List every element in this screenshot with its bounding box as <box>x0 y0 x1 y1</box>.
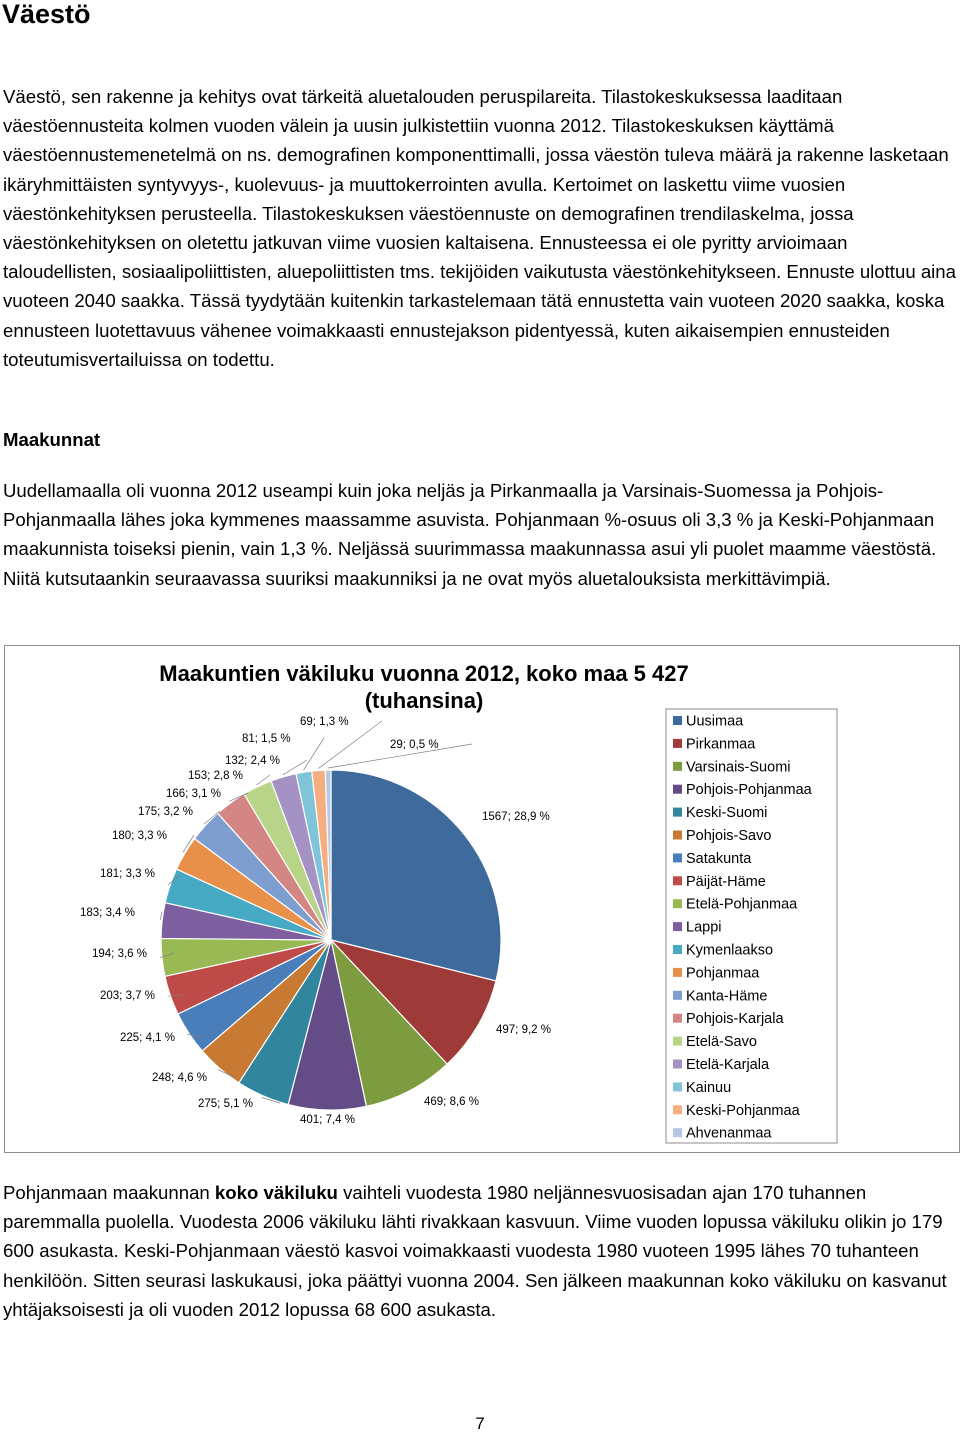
legend-swatch <box>673 922 682 931</box>
legend-label: Pohjois-Pohjanmaa <box>686 782 812 799</box>
legend-label: Pohjois-Savo <box>686 828 772 844</box>
legend-label: Pohjois-Karjala <box>686 1011 784 1028</box>
legend-label: Uusimaa <box>686 713 744 730</box>
legend-swatch <box>673 716 682 725</box>
data-label: 181; 3,3 % <box>100 868 155 880</box>
data-label: 175; 3,2 % <box>138 806 193 818</box>
legend-label: Kanta-Häme <box>686 988 768 1005</box>
intro-paragraph <box>3 82 958 374</box>
data-label: 1567; 28,9 % <box>482 811 550 823</box>
data-label: 166; 3,1 % <box>166 788 221 800</box>
legend-label: Kymenlaakso <box>686 942 774 959</box>
legend-label: Varsinais-Suomi <box>686 759 791 776</box>
legend-label: Päijät-Häme <box>686 873 766 890</box>
chart-title-line-2: (tuhansina) <box>364 688 484 713</box>
bold-term: koko väkiluku <box>214 1182 338 1203</box>
pie-chart <box>4 645 960 1153</box>
legend-swatch <box>673 1105 682 1114</box>
legend-swatch <box>673 1037 682 1046</box>
legend-label: Kainuu <box>686 1079 732 1096</box>
data-label: 180; 3,3 % <box>112 830 167 842</box>
legend-label: Etelä-Savo <box>686 1034 757 1051</box>
legend-swatch <box>673 968 682 977</box>
data-label: 69; 1,3 % <box>300 716 349 728</box>
pohjanmaa-text-2: vaihteli vuodesta 1980 neljännesvuosisadan ajan 170 tuhannen paremmalla puolella. Vuodesta 2006 väkiluku lähti rivakkaan kasvuun. Viime vuoden lopussa väkiluku olikin jo 179 600 asukasta. Keski-Pohjanmaan väestö kasvoi voimakkaasti vuodesta 1980 vuoteen 1995 lähes 70 tuhanteen henkilöön. Sitten seurasi laskukausi, joka päättyi vuonna 2004. Sen jälkeen maakunnan koko väkiluku on kasvanut yhtäjaksoisesti ja oli vuoden 2012 lopussa 68 600 asukasta. <box>3 1182 947 1320</box>
legend-label: Keski-Pohjanmaa <box>686 1102 800 1119</box>
data-label: 225; 4,1 % <box>120 1032 175 1044</box>
intro-text: Väestö, sen rakenne ja kehitys ovat tärkeitä aluetalouden peruspilareita. Tilastokeskuksessa laaditaan väestöennusteita kolmen vuoden välein ja uusin julkistettiin vuonna 2012. Tilastokeskuksen käyttämä väestöennustemenetelmä on ns. demografinen komponenttimalli, jossa väestön tuleva määrä ja rakenne lasketaan ikäryhmittäisten syntyvyys-, kuolevuus- ja muuttokerrointen avulla. Kertoimet on laskettu viime vuosien väestönkehityksen perusteella. Tilastokeskuksen väestöennuste on demografinen trendilaskelma, jossa väestönkehityksen on oletettu jatkuvan viime vuosien kaltaisena. Ennusteessa ei ole pyritty arvioimaan taloudellisten, sosiaalipoliittisten, aluepoliittisten tms. tekijöiden vaikutusta väestönkehitykseen. Ennuste ulottuu aina vuoteen 2040 saakka. Tässä tyydytään kuitenkin tarkastelemaan tätä ennustetta vain vuoteen 2020 saakka, koska ennusteen luotettavuus vähenee voimakkaasti ennustejakson pidentyessä, kuten aikaisempien ennusteiden toteutumisvertailuissa on todettu. <box>3 86 956 370</box>
legend-label: Keski-Suomi <box>686 805 768 822</box>
legend-swatch <box>673 762 682 771</box>
legend-label: Pohjanmaa <box>686 965 760 982</box>
legend-swatch <box>673 808 682 817</box>
legend-label: Etelä-Karjala <box>686 1057 770 1073</box>
chart-title-line-1: Maakuntien väkiluku vuonna 2012, koko maa 5 427 <box>159 661 689 686</box>
legend-swatch <box>673 831 682 840</box>
data-label: 81; 1,5 % <box>242 733 291 745</box>
legend-swatch <box>673 876 682 885</box>
page-title: Väestö <box>2 0 91 29</box>
pohjanmaa-paragraph <box>3 1178 958 1324</box>
data-label: 275; 5,1 % <box>198 1098 253 1110</box>
data-label: 203; 3,7 % <box>100 990 155 1002</box>
legend-swatch <box>673 991 682 1000</box>
data-label: 248; 4,6 % <box>152 1072 207 1084</box>
data-label: 194; 3,6 % <box>92 948 147 960</box>
legend-swatch <box>673 1060 682 1069</box>
legend-swatch <box>673 785 682 794</box>
data-label: 153; 2,8 % <box>188 770 243 782</box>
legend-label: Lappi <box>686 919 722 936</box>
data-label: 29; 0,5 % <box>390 739 439 751</box>
page-number: 7 <box>475 1414 485 1433</box>
pie-slices <box>161 770 501 1110</box>
legend-label: Satakunta <box>686 850 752 867</box>
legend-swatch <box>673 1082 682 1091</box>
chart-canvas <box>4 645 960 1153</box>
data-label: 401; 7,4 % <box>300 1114 355 1126</box>
pohjanmaa-text-1: Pohjanmaan maakunnan <box>3 1182 215 1203</box>
data-label: 132; 2,4 % <box>225 755 280 767</box>
legend-swatch <box>673 1014 682 1023</box>
maakunnat-paragraph: Uudellamaalla oli vuonna 2012 useampi kuin joka neljäs ja Pirkanmaalla ja Varsinais-Suomessa ja Pohjois-Pohjanmaalla lähes joka kymmenes maassamme asuvista. Pohjanmaan %-osuus oli 3,3 % ja Keski-Pohjanmaan maakunnista toiseksi pienin, vain 1,3 %. Neljässä suurimmassa maakunnassa asui yli puolet maamme väestöstä. Niitä kutsutaankin seuraavassa suuriksi maakunniksi ja ne ovat myös aluetalouksista merkittävimpiä. <box>3 480 937 589</box>
legend-label: Etelä-Pohjanmaa <box>686 896 798 913</box>
data-label: 497; 9,2 % <box>496 1024 551 1036</box>
legend-swatch <box>673 1128 682 1137</box>
legend-swatch <box>673 899 682 908</box>
legend-swatch <box>673 945 682 954</box>
legend-label: Ahvenanmaa <box>686 1125 772 1142</box>
legend-label: Pirkanmaa <box>686 736 756 753</box>
section-heading-maakunnat: Maakunnat <box>3 429 101 450</box>
legend-swatch <box>673 739 682 748</box>
data-label: 183; 3,4 % <box>80 907 135 919</box>
legend-swatch <box>673 853 682 862</box>
data-label: 469; 8,6 % <box>424 1096 479 1108</box>
